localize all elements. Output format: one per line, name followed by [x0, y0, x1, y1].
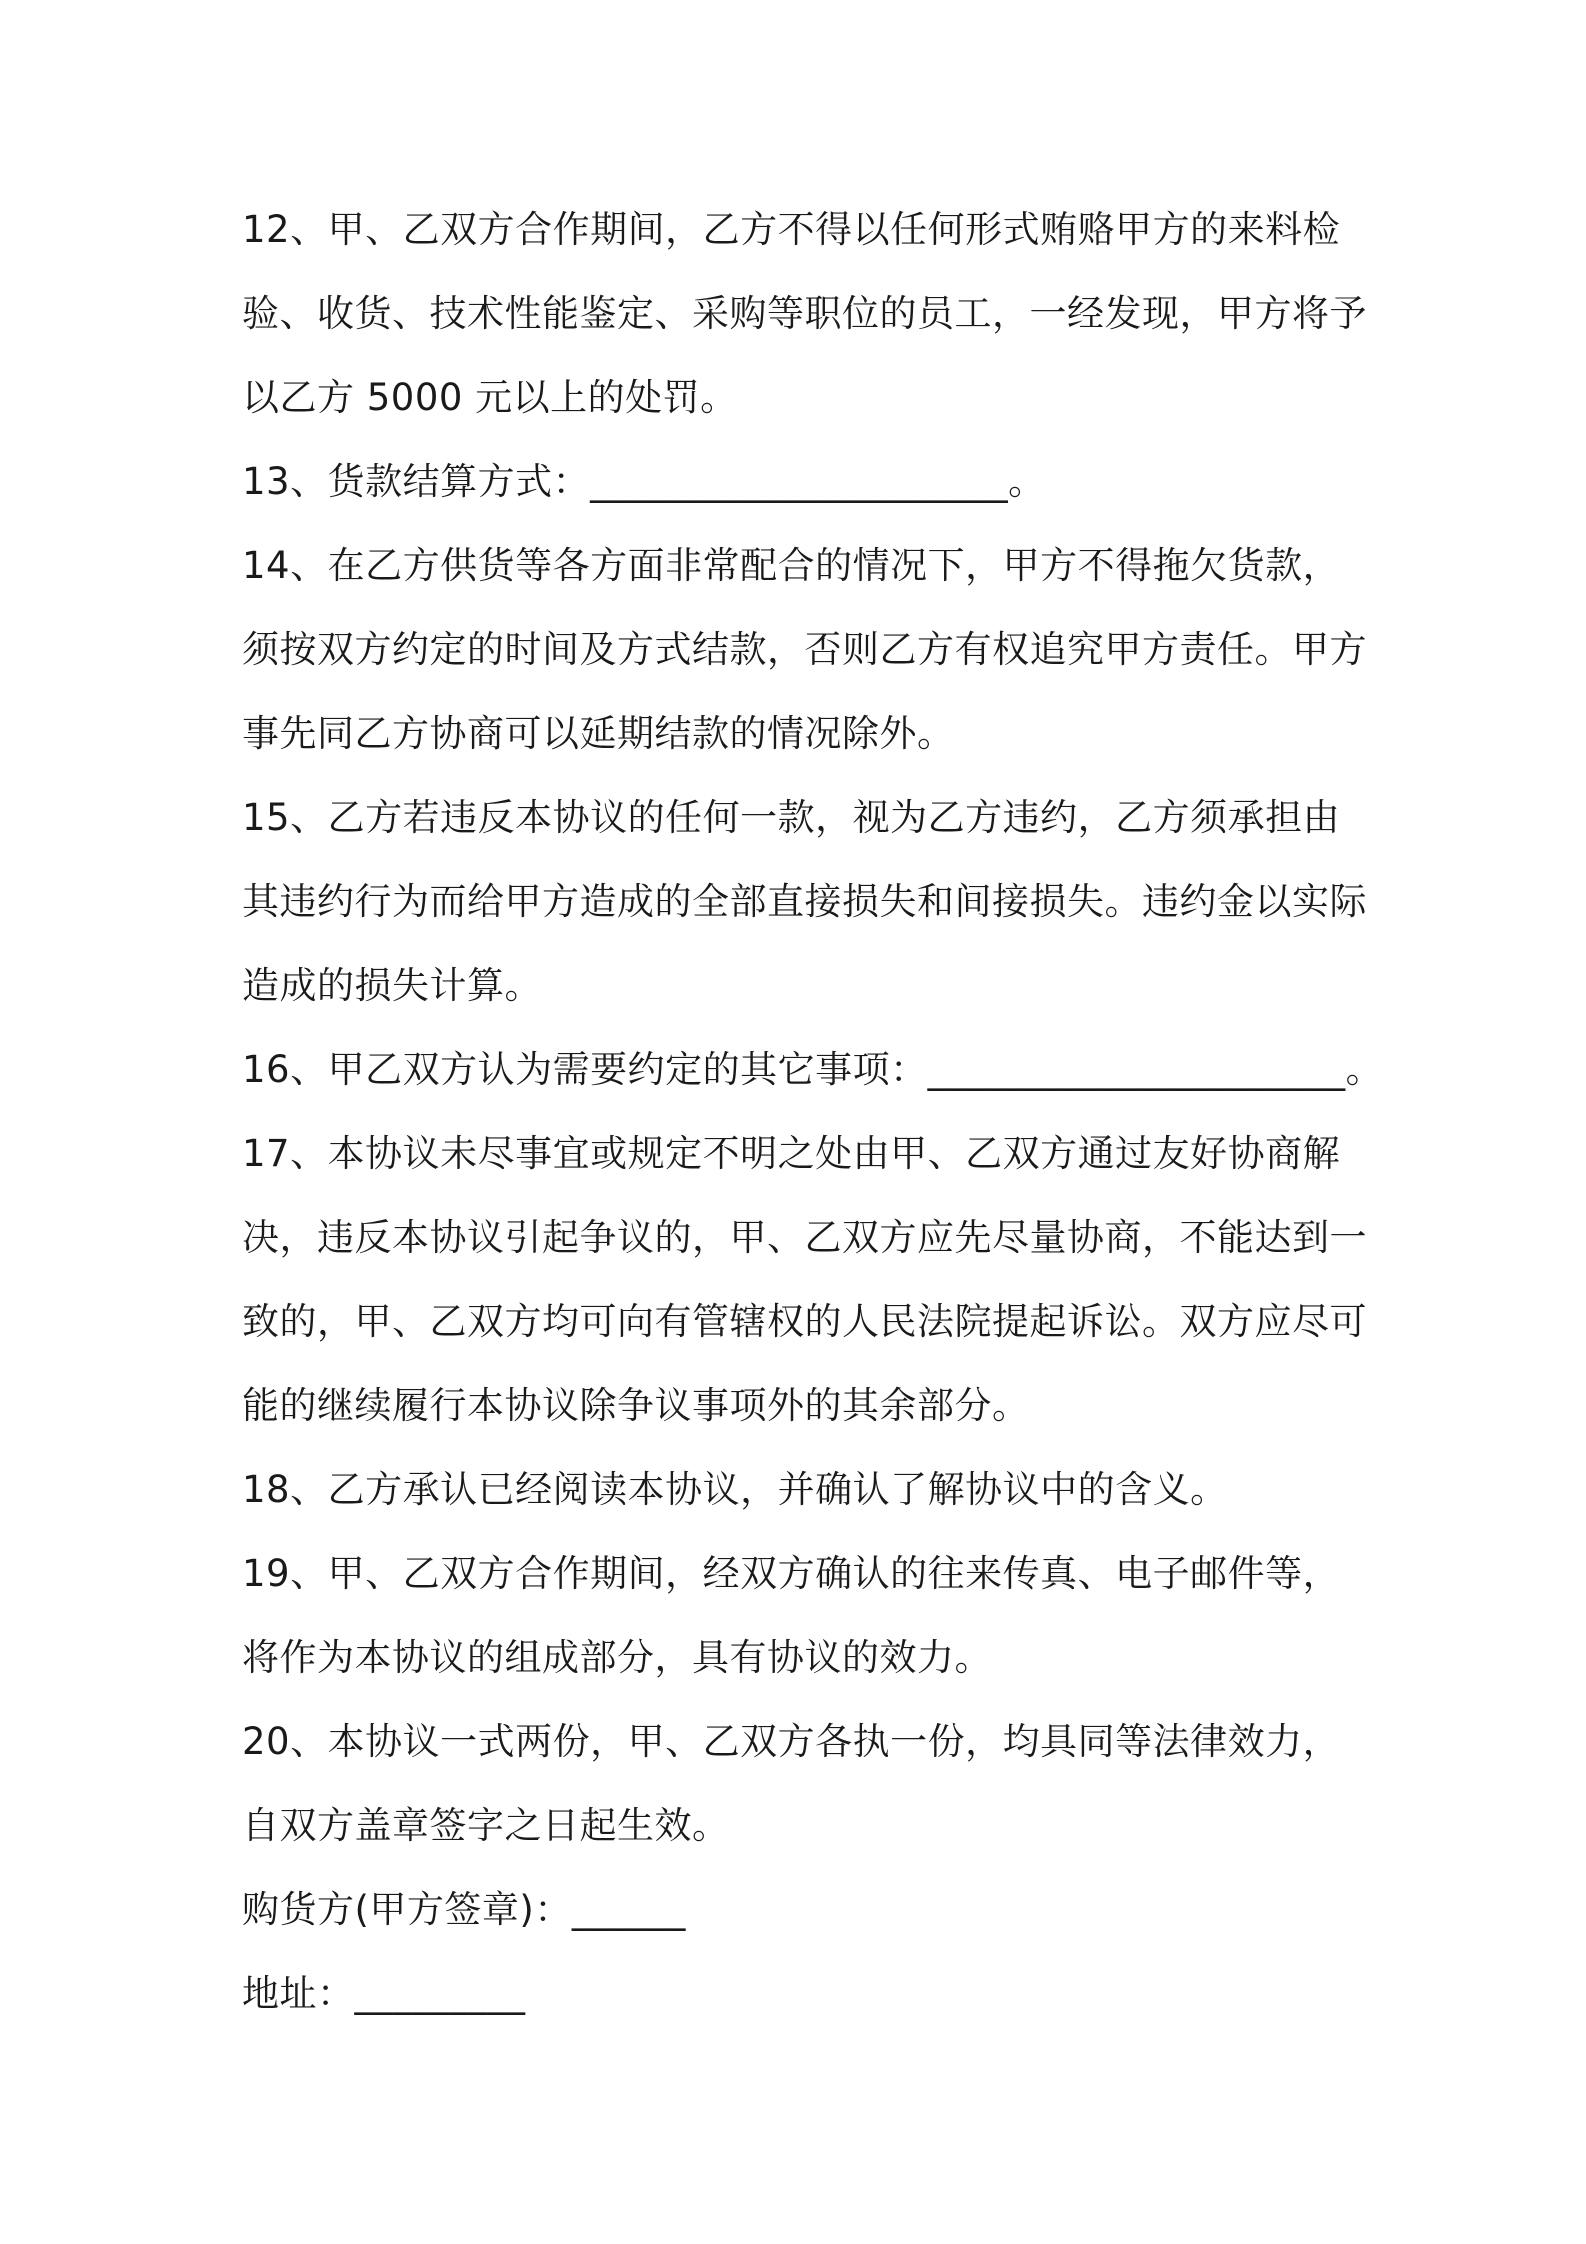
clause-20-line-1: 20、本协议一式两份，甲、乙双方各执一份，均具同等法律效力，: [242, 1720, 1341, 1763]
clause-12-line-1: 12、甲、乙双方合作期间，乙方不得以任何形式贿赂甲方的来料检: [242, 208, 1341, 251]
clause-14-line-3: 事先同乙方协商可以延期结款的情况除外。: [242, 712, 955, 755]
clause-18-line-1: 18、乙方承认已经阅读本协议，并确认了解协议中的含义。: [242, 1468, 1228, 1511]
clause-19-line-2: 将作为本协议的组成部分，具有协议的效力。: [242, 1636, 992, 1679]
clause-17-line-4: 能的继续履行本协议除争议事项外的其余部分。: [242, 1384, 1030, 1427]
clause-19-line-1: 19、甲、乙双方合作期间，经双方确认的往来传真、电子邮件等，: [242, 1552, 1341, 1595]
clause-16-line-1: 16、甲乙双方认为需要约定的其它事项：______________________。: [242, 1048, 1384, 1091]
clause-15-line-1: 15、乙方若违反本协议的任何一款，视为乙方违约，乙方须承担由: [242, 796, 1341, 839]
clause-17-line-1: 17、本协议未尽事宜或规定不明之处由甲、乙双方通过友好协商解: [242, 1132, 1341, 1175]
document-body: [242, 188, 1384, 2036]
clause-20-line-2: 自双方盖章签字之日起生效。: [242, 1804, 730, 1847]
clause-12-line-2: 验、收货、技术性能鉴定、采购等职位的员工，一经发现，甲方将予: [242, 292, 1367, 335]
clause-13-line-1: 13、货款结算方式：______________________。: [242, 460, 1046, 503]
address-line: 地址：_________: [242, 1972, 526, 2015]
clause-15-line-3: 造成的损失计算。: [242, 964, 542, 1007]
clause-14-line-1: 14、在乙方供货等各方面非常配合的情况下，甲方不得拖欠货款，: [242, 544, 1341, 587]
clause-17-line-2: 决，违反本协议引起争议的，甲、乙双方应先尽量协商，不能达到一: [242, 1216, 1367, 1259]
clause-14-line-2: 须按双方约定的时间及方式结款，否则乙方有权追究甲方责任。甲方: [242, 628, 1367, 671]
buyer-signature-line: 购货方(甲方签章)：______: [242, 1888, 686, 1931]
clause-12-line-3: 以乙方 5000 元以上的处罚。: [242, 376, 738, 419]
clause-15-line-2: 其违约行为而给甲方造成的全部直接损失和间接损失。违约金以实际: [242, 880, 1367, 923]
clause-17-line-3: 致的，甲、乙双方均可向有管辖权的人民法院提起诉讼。双方应尽可: [242, 1300, 1367, 1343]
